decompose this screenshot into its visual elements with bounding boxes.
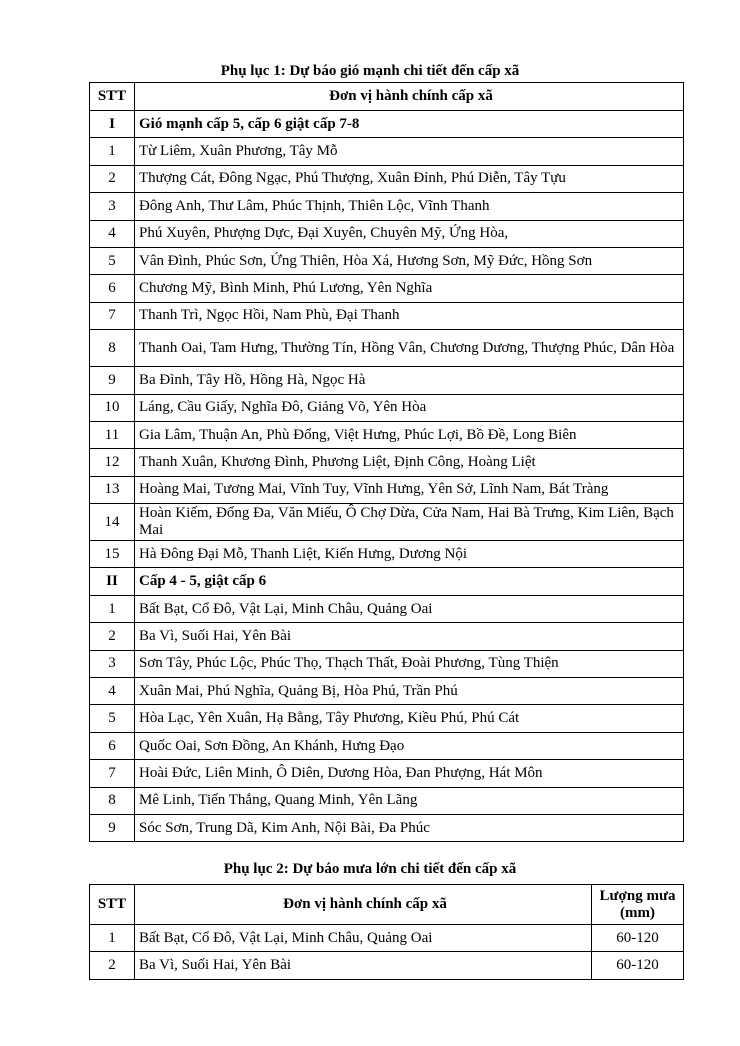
unit-header: Đơn vị hành chính cấp xã bbox=[135, 885, 592, 925]
rain-amount-header: Lượng mưa (mm) bbox=[592, 885, 684, 925]
table-row bbox=[90, 732, 684, 759]
stt-cell: 15 bbox=[90, 541, 135, 568]
unit-cell: Sóc Sơn, Trung Dã, Kim Anh, Nội Bài, Đa Phúc bbox=[135, 814, 684, 841]
unit-cell: Hoàng Mai, Tương Mai, Vĩnh Tuy, Vĩnh Hưng, Yên Sở, Lĩnh Nam, Bát Tràng bbox=[135, 476, 684, 503]
table-row bbox=[90, 952, 684, 979]
section-row bbox=[90, 111, 684, 138]
stt-cell: 1 bbox=[90, 595, 135, 622]
unit-cell: Bất Bạt, Cổ Đô, Vật Lại, Minh Châu, Quảng Oai bbox=[135, 925, 592, 952]
stt-cell: I bbox=[90, 111, 135, 138]
table-row bbox=[90, 814, 684, 841]
table-row bbox=[90, 760, 684, 787]
table-row bbox=[90, 476, 684, 503]
table-row bbox=[90, 138, 684, 165]
unit-cell: Thanh Trì, Ngọc Hồi, Nam Phù, Đại Thanh bbox=[135, 302, 684, 329]
unit-cell: Hòa Lạc, Yên Xuân, Hạ Bằng, Tây Phương, Kiều Phú, Phú Cát bbox=[135, 705, 684, 732]
unit-cell: Mê Linh, Tiến Thắng, Quang Minh, Yên Lãng bbox=[135, 787, 684, 814]
table-row bbox=[90, 330, 684, 367]
table-row bbox=[90, 623, 684, 650]
table-row bbox=[90, 541, 684, 568]
stt-cell: 3 bbox=[90, 650, 135, 677]
stt-header: STT bbox=[90, 83, 135, 111]
table-row bbox=[90, 247, 684, 274]
stt-cell: 4 bbox=[90, 678, 135, 705]
stt-cell: 14 bbox=[90, 504, 135, 541]
table-row bbox=[90, 504, 684, 541]
unit-header: Đơn vị hành chính cấp xã bbox=[135, 83, 684, 111]
table-row bbox=[90, 193, 684, 220]
unit-cell: Thượng Cát, Đông Ngạc, Phú Thượng, Xuân Đỉnh, Phú Diễn, Tây Tựu bbox=[135, 165, 684, 192]
stt-cell: 9 bbox=[90, 367, 135, 394]
unit-cell: Đông Anh, Thư Lâm, Phúc Thịnh, Thiên Lộc, Vĩnh Thanh bbox=[135, 193, 684, 220]
stt-cell: 10 bbox=[90, 394, 135, 421]
table-row bbox=[90, 165, 684, 192]
table-row bbox=[90, 302, 684, 329]
table-row bbox=[90, 367, 684, 394]
unit-cell: Từ Liêm, Xuân Phương, Tây Mỗ bbox=[135, 138, 684, 165]
unit-cell: Thanh Oai, Tam Hưng, Thường Tín, Hồng Vân, Chương Dương, Thượng Phúc, Dân Hòa bbox=[135, 330, 684, 367]
stt-cell: 2 bbox=[90, 165, 135, 192]
unit-cell: Ba Vì, Suối Hai, Yên Bài bbox=[135, 623, 684, 650]
appendix-1-caption: Phụ lục 1: Dự báo gió mạnh chi tiết đến cấp xã bbox=[220, 63, 520, 79]
unit-cell: Hoàn Kiếm, Đống Đa, Văn Miếu, Ô Chợ Dừa, Cửa Nam, Hai Bà Trưng, Kim Liên, Bạch Mai bbox=[135, 504, 684, 541]
stt-cell: 8 bbox=[90, 787, 135, 814]
appendix-2-caption: Phụ lục 2: Dự báo mưa lớn chi tiết đến cấp xã bbox=[223, 861, 517, 877]
table-row bbox=[90, 595, 684, 622]
table-row bbox=[90, 925, 684, 952]
rain-amount-cell: 60-120 bbox=[592, 952, 684, 979]
table-row bbox=[90, 705, 684, 732]
stt-cell: 1 bbox=[90, 925, 135, 952]
stt-cell: 8 bbox=[90, 330, 135, 367]
stt-cell: 6 bbox=[90, 732, 135, 759]
table-row bbox=[90, 275, 684, 302]
stt-cell: 6 bbox=[90, 275, 135, 302]
stt-cell: 5 bbox=[90, 705, 135, 732]
table-row bbox=[90, 650, 684, 677]
stt-cell: 4 bbox=[90, 220, 135, 247]
unit-cell: Thanh Xuân, Khương Đình, Phương Liệt, Định Công, Hoàng Liệt bbox=[135, 449, 684, 476]
table-row bbox=[90, 787, 684, 814]
wind-forecast-table bbox=[89, 82, 684, 842]
stt-cell: II bbox=[90, 568, 135, 595]
rain-forecast-table bbox=[89, 884, 684, 980]
unit-cell: Hà Đông Đại Mỗ, Thanh Liệt, Kiến Hưng, Dương Nội bbox=[135, 541, 684, 568]
stt-cell: 7 bbox=[90, 302, 135, 329]
table-row bbox=[90, 449, 684, 476]
table-header-row bbox=[90, 885, 684, 925]
table-row bbox=[90, 678, 684, 705]
table-row bbox=[90, 421, 684, 448]
unit-cell: Gió mạnh cấp 5, cấp 6 giật cấp 7-8 bbox=[135, 111, 684, 138]
unit-cell: Phú Xuyên, Phượng Dực, Đại Xuyên, Chuyên Mỹ, Ứng Hòa, bbox=[135, 220, 684, 247]
stt-cell: 9 bbox=[90, 814, 135, 841]
rain-amount-cell: 60-120 bbox=[592, 925, 684, 952]
stt-cell: 1 bbox=[90, 138, 135, 165]
unit-cell: Bất Bạt, Cổ Đô, Vật Lại, Minh Châu, Quảng Oai bbox=[135, 595, 684, 622]
stt-cell: 13 bbox=[90, 476, 135, 503]
stt-cell: 12 bbox=[90, 449, 135, 476]
stt-cell: 11 bbox=[90, 421, 135, 448]
stt-cell: 5 bbox=[90, 247, 135, 274]
stt-header: STT bbox=[90, 885, 135, 925]
unit-cell: Ba Đình, Tây Hồ, Hồng Hà, Ngọc Hà bbox=[135, 367, 684, 394]
unit-cell: Cấp 4 - 5, giật cấp 6 bbox=[135, 568, 684, 595]
unit-cell: Láng, Cầu Giấy, Nghĩa Đô, Giảng Võ, Yên Hòa bbox=[135, 394, 684, 421]
stt-cell: 3 bbox=[90, 193, 135, 220]
unit-cell: Gia Lâm, Thuận An, Phù Đổng, Việt Hưng, Phúc Lợi, Bồ Đề, Long Biên bbox=[135, 421, 684, 448]
stt-cell: 2 bbox=[90, 623, 135, 650]
table-header-row bbox=[90, 83, 684, 111]
table-row bbox=[90, 220, 684, 247]
stt-cell: 2 bbox=[90, 952, 135, 979]
unit-cell: Quốc Oai, Sơn Đồng, An Khánh, Hưng Đạo bbox=[135, 732, 684, 759]
unit-cell: Hoài Đức, Liên Minh, Ô Diên, Dương Hòa, Đan Phượng, Hát Môn bbox=[135, 760, 684, 787]
unit-cell: Sơn Tây, Phúc Lộc, Phúc Thọ, Thạch Thất, Đoài Phương, Tùng Thiện bbox=[135, 650, 684, 677]
unit-cell: Ba Vì, Suối Hai, Yên Bài bbox=[135, 952, 592, 979]
stt-cell: 7 bbox=[90, 760, 135, 787]
unit-cell: Vân Đình, Phúc Sơn, Ứng Thiên, Hòa Xá, Hương Sơn, Mỹ Đức, Hồng Sơn bbox=[135, 247, 684, 274]
table-row bbox=[90, 394, 684, 421]
section-row bbox=[90, 568, 684, 595]
unit-cell: Chương Mỹ, Bình Minh, Phú Lương, Yên Nghĩa bbox=[135, 275, 684, 302]
unit-cell: Xuân Mai, Phú Nghĩa, Quảng Bị, Hòa Phú, Trần Phú bbox=[135, 678, 684, 705]
